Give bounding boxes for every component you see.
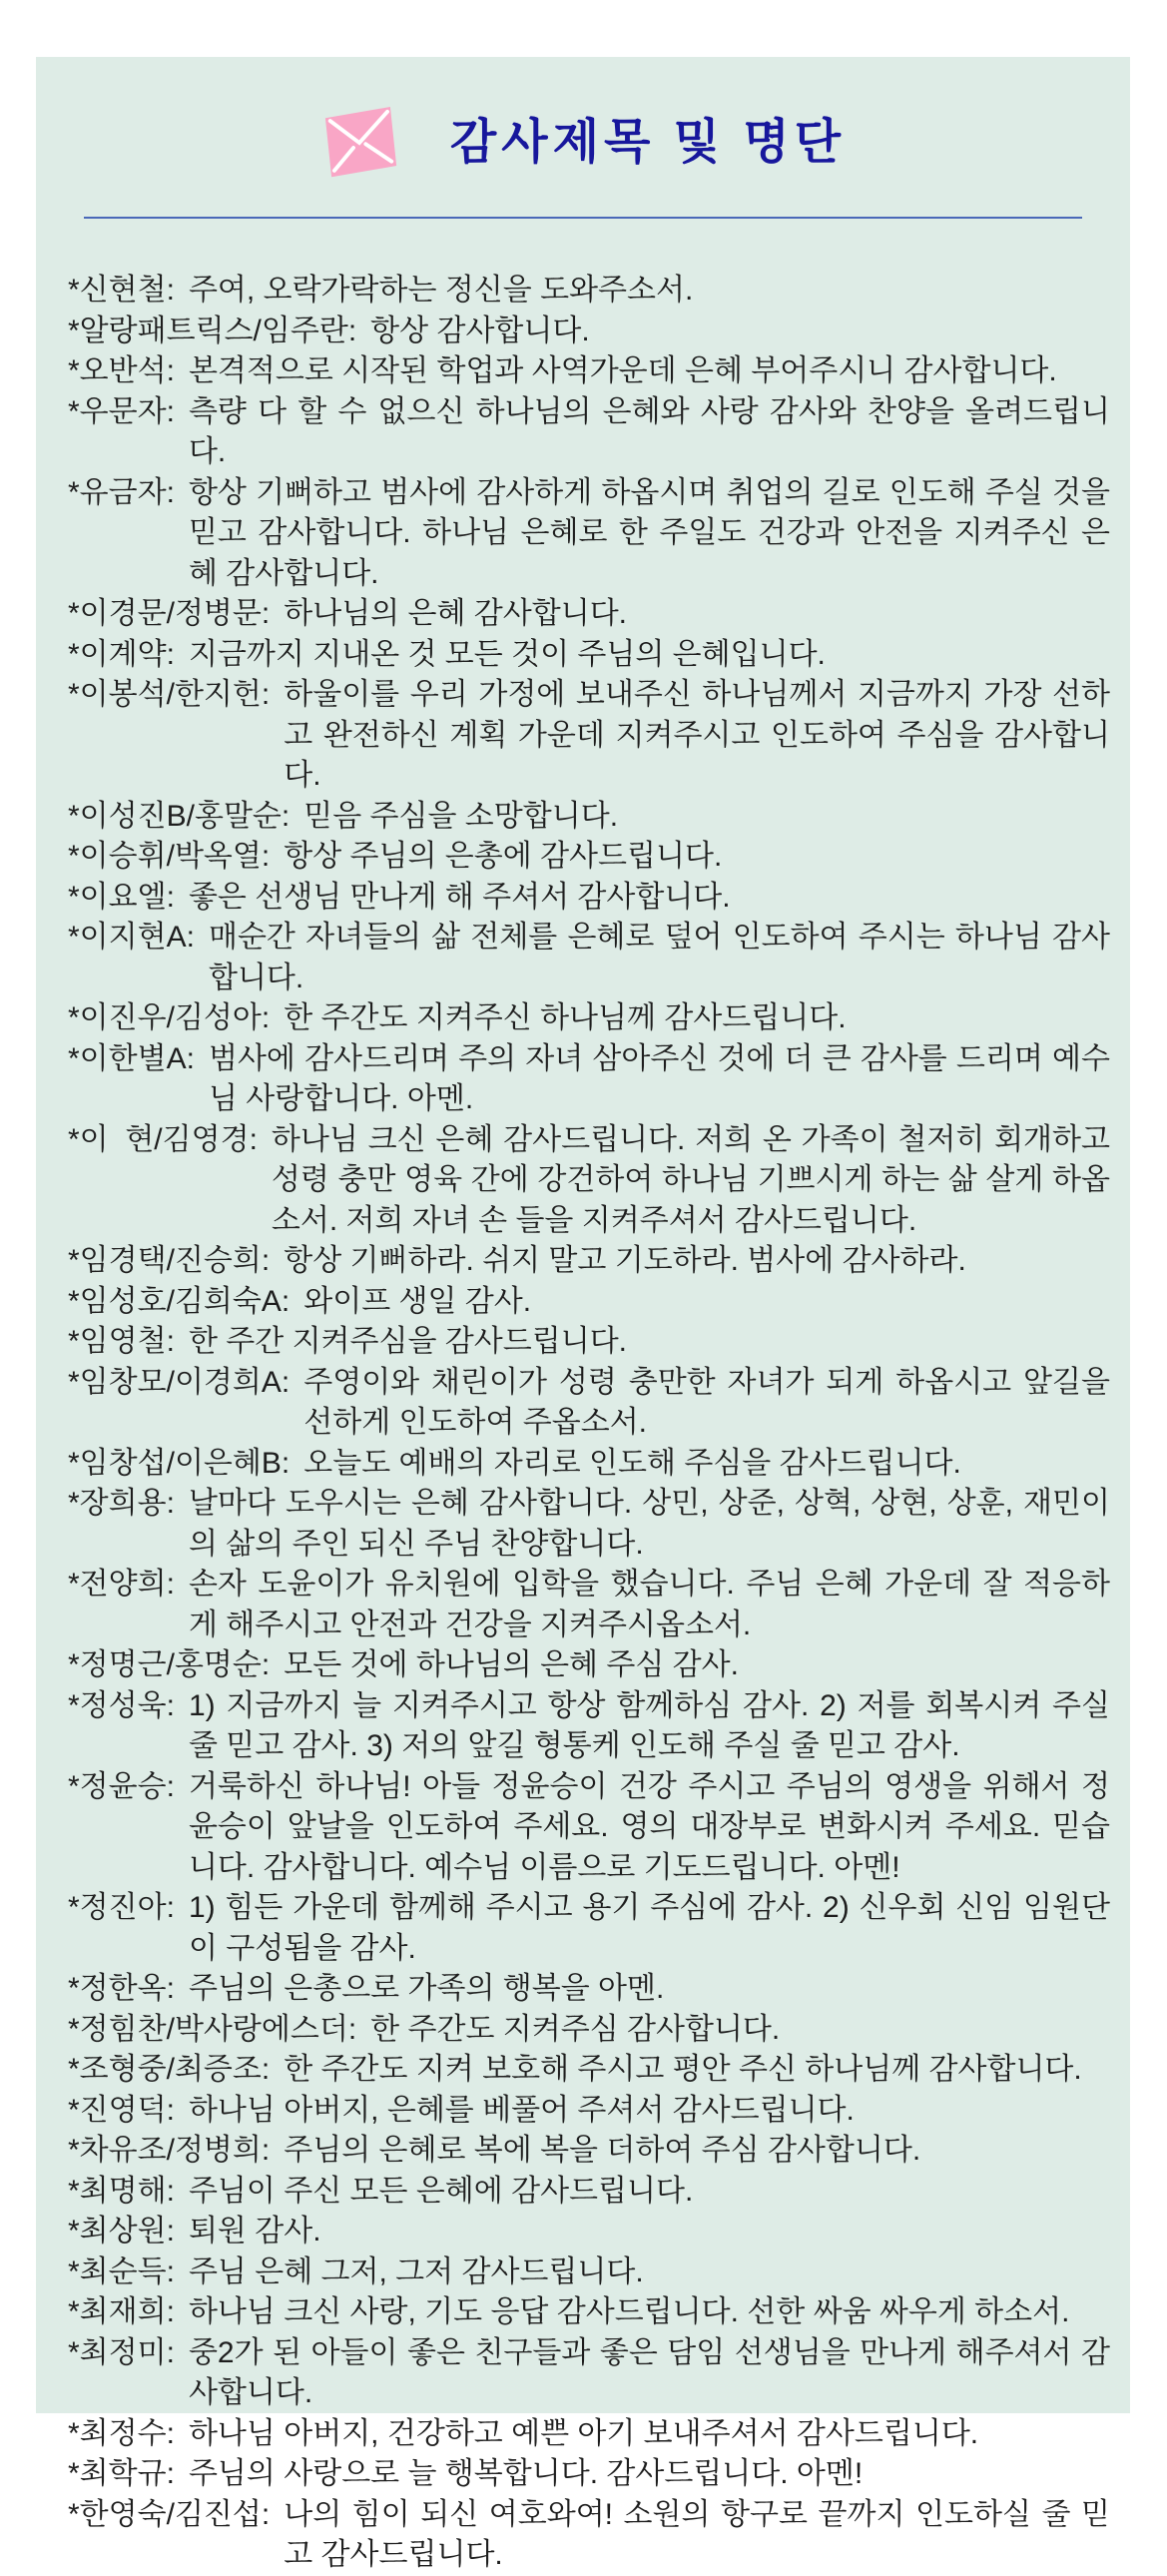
entry-name: *신현철: (68, 274, 175, 307)
entry-message: 와이프 생일 감사. (303, 1284, 532, 1318)
thanksgiving-entry (68, 1645, 1110, 1686)
entry-message: 좋은 선생님 만나게 해 주셔서 감사합니다. (188, 880, 731, 914)
entry-name: *정힘찬/박사랑에스더: (68, 2012, 357, 2046)
thanksgiving-entry (68, 1282, 1110, 1323)
entry-name: *임경택/진승희: (68, 1244, 271, 1277)
entry-message: 오늘도 예배의 자리로 인도해 주심을 감사드립니다. (303, 1446, 961, 1480)
entry-message: 본격적으로 시작된 학업과 사역가운데 은혜 부어주시니 감사합니다. (188, 354, 1057, 387)
entry-name: *이봉석/한지헌: (68, 678, 271, 711)
thanksgiving-entry (68, 918, 1110, 998)
header (36, 57, 1130, 191)
entry-message: 주님이 주신 모든 은혜에 감사드립니다. (188, 2174, 694, 2208)
entry-message: 한 주간도 지켜 보호해 주시고 평안 주신 하나님께 감사합니다. (284, 2053, 1082, 2086)
entry-message: 매순간 자녀들의 삶 전체를 은혜로 덮어 인도하여 주시는 하나님 감사합니다. (208, 921, 1110, 994)
thanksgiving-entry (68, 2091, 1110, 2132)
entry-message: 하나님 아버지, 은혜를 베풀어 주셔서 감사드립니다. (188, 2093, 855, 2127)
thanksgiving-entry (68, 1363, 1110, 1444)
entry-name: *이경문/정병문: (68, 597, 271, 630)
entry-name: *조형중/최증조: (68, 2053, 271, 2086)
thanksgiving-panel (36, 57, 1130, 2571)
thanksgiving-entry (68, 312, 1110, 352)
entry-message: 하나님 크신 사랑, 기도 응답 감사드립니다. 선한 싸움 싸우게 하소서. (188, 2295, 1070, 2328)
entry-message: 주님의 은혜로 복에 복을 더하여 주심 감사합니다. (284, 2134, 921, 2167)
entry-name: *이진우/김성아: (68, 1001, 271, 1034)
entry-message: 주님의 사랑으로 늘 행복합니다. 감사드립니다. 아멘! (188, 2457, 864, 2490)
thanksgiving-entry (68, 1444, 1110, 1485)
entry-name: *최재희: (68, 2295, 175, 2328)
thanksgiving-entry (68, 2010, 1110, 2051)
entry-message: 측량 다 할 수 없으신 하나님의 은혜와 사랑 감사와 찬양을 올려드립니다. (188, 394, 1110, 468)
entry-name: *장희용: (68, 1487, 175, 1520)
entry-message: 하나님의 은혜 감사합니다. (284, 597, 628, 630)
entry-name: *임창모/이경희A: (68, 1365, 291, 1399)
entry-name: *최상원: (68, 2215, 175, 2248)
thanksgiving-entry (68, 1120, 1110, 1242)
thanksgiving-entry (68, 2050, 1110, 2091)
entry-message: 퇴원 감사. (188, 2215, 321, 2248)
thanksgiving-entry (68, 1322, 1110, 1363)
entry-name: *이승휘/박옥열: (68, 840, 271, 873)
entry-name: *이 현/김영경: (68, 1122, 258, 1156)
thanksgiving-entry (68, 1767, 1110, 1889)
entry-message: 한 주간 지켜주심을 감사드립니다. (188, 1325, 628, 1358)
entry-name: *우문자: (68, 394, 175, 428)
entry-message: 손자 도윤이가 유치원에 입학을 했습니다. 주님 은혜 가운데 잘 적응하게 해주시고 안전과 건강을 지켜주시옵소서. (188, 1568, 1110, 1641)
entry-name: *임창섭/이은혜B: (68, 1446, 291, 1480)
thanksgiving-entry (68, 2454, 1110, 2495)
thanksgiving-entry (68, 675, 1110, 797)
entry-name: *최정수: (68, 2416, 175, 2450)
entry-name: *최학규: (68, 2457, 175, 2490)
entry-name: *이지현A: (68, 921, 195, 954)
thanksgiving-entry (68, 1484, 1110, 1565)
thanksgiving-entry (68, 1888, 1110, 1969)
thanksgiving-entry (68, 2495, 1110, 2576)
entry-message: 주님의 은총으로 가족의 행복을 아멘. (188, 1972, 665, 2005)
entry-name: *이계약: (68, 637, 175, 671)
entry-name: *최명해: (68, 2174, 175, 2208)
thanksgiving-entry (68, 2253, 1110, 2293)
entry-name: *오반석: (68, 354, 175, 387)
entry-message: 중2가 된 아들이 좋은 친구들과 좋은 담임 선생님을 만나게 해주셔서 감사합니다. (188, 2335, 1110, 2409)
entry-message: 모든 것에 하나님의 은혜 주심 감사. (284, 1648, 739, 1681)
entry-name: *임영철: (68, 1325, 175, 1358)
entry-message: 항상 기뻐하고 범사에 감사하게 하옵시며 취업의 길로 인도해 주실 것을 믿고 감사합니다. 하나님 은혜로 한 주일도 건강과 안전을 지켜주신 은혜 감사합니다. (188, 475, 1110, 590)
entry-message: 날마다 도우시는 은혜 감사합니다. 상민, 상준, 상혁, 상현, 상훈, 재민이의 삶의 주인 되신 주님 찬양합니다. (188, 1487, 1110, 1561)
thanksgiving-entry (68, 2292, 1110, 2333)
entry-name: *임성호/김희숙A: (68, 1284, 291, 1318)
entry-message: 하나님 아버지, 건강하고 예쁜 아기 보내주셔서 감사드립니다. (188, 2416, 979, 2450)
entry-name: *이성진B/홍말순: (68, 799, 291, 833)
thanksgiving-entry (68, 473, 1110, 595)
entry-message: 항상 기뻐하라. 쉬지 말고 기도하라. 범사에 감사하라. (284, 1244, 966, 1277)
thanksgiving-entry (68, 2414, 1110, 2455)
entry-message: 하울이를 우리 가정에 보내주신 하나님께서 지금까지 가장 선하고 완전하신 계획 가운데 지켜주시고 인도하여 주심을 감사합니다. (284, 678, 1110, 792)
thanksgiving-entry (68, 2172, 1110, 2213)
entry-message: 믿음 주심을 소망합니다. (303, 799, 619, 833)
entry-message: 한 주간도 지켜주신 하나님께 감사드립니다. (284, 1001, 847, 1034)
entries (36, 219, 1130, 2576)
thanksgiving-entry (68, 1241, 1110, 1282)
thanksgiving-entry (68, 2333, 1110, 2414)
thanksgiving-entry (68, 2212, 1110, 2253)
thanksgiving-entry (68, 594, 1110, 635)
thanksgiving-entry (68, 1565, 1110, 1645)
entry-message: 주님 은혜 그저, 그저 감사드립니다. (188, 2254, 644, 2288)
entry-name: *정성욱: (68, 1688, 175, 1722)
thanksgiving-entry (68, 837, 1110, 878)
entry-name: *이한별A: (68, 1041, 195, 1075)
thanksgiving-entry (68, 797, 1110, 838)
entry-name: *최정미: (68, 2335, 175, 2369)
entry-message: 주여, 오락가락하는 정신을 도와주소서. (188, 274, 694, 307)
entry-message: 한 주간도 지켜주심 감사합니다. (370, 2012, 781, 2046)
thanksgiving-entry (68, 2131, 1110, 2172)
thanksgiving-entry (68, 635, 1110, 676)
entry-message: 범사에 감사드리며 주의 자녀 삼아주신 것에 더 큰 감사를 드리며 예수님 사랑합니다. 아멘. (208, 1041, 1110, 1115)
thanksgiving-entry (68, 271, 1110, 312)
entry-message: 거룩하신 하나님! 아들 정윤승이 건강 주시고 주님의 영생을 위해서 정윤승이 앞날을 인도하여 주세요. 영의 대장부로 변화시켜 주세요. 믿습니다. 감사합니다. 예수님 이름으로 기도드립니다. 아멘! (188, 1769, 1110, 1884)
entry-message: 1) 지금까지 늘 지켜주시고 항상 함께하심 감사. 2) 저를 회복시켜 주실 줄 믿고 감사. 3) 저의 앞길 형통케 인도해 주실 줄 믿고 감사. (188, 1688, 1110, 1762)
entry-message: 항상 감사합니다. (370, 314, 590, 347)
entry-name: *차유조/정병희: (68, 2134, 271, 2167)
page-title: 감사제목 및 명단 (449, 116, 847, 169)
entry-name: *정명근/홍명순: (68, 1648, 271, 1681)
entry-name: *진영덕: (68, 2093, 175, 2127)
entry-message: 나의 힘이 되신 여호와여! 소원의 항구로 끝까지 인도하실 줄 믿고 감사드립니다. (284, 2497, 1110, 2571)
entry-name: *이요엘: (68, 880, 175, 914)
thanksgiving-entry (68, 351, 1110, 392)
entry-message: 1) 힘든 가운데 함께해 주시고 용기 주심에 감사. 2) 신우회 신임 임원단이 구성됨을 감사. (188, 1891, 1110, 1965)
entry-name: *정진아: (68, 1891, 175, 1924)
thanksgiving-entry (68, 1969, 1110, 2010)
thanksgiving-entry (68, 878, 1110, 919)
thanksgiving-entry (68, 1039, 1110, 1120)
entry-name: *알랑패트릭스/임주란: (68, 314, 357, 347)
entry-message: 하나님 크신 은혜 감사드립니다. 저희 온 가족이 철저히 회개하고 성령 충만 영육 간에 강건하여 하나님 기쁘시게 하는 삶 살게 하옵소서. 저희 자녀 손 들을 지켜주셔서 감사드립니다. (271, 1122, 1110, 1237)
entry-name: *전양희: (68, 1568, 175, 1601)
entry-name: *한영숙/김진섭: (68, 2497, 271, 2531)
thanksgiving-entry (68, 998, 1110, 1039)
thanksgiving-entry (68, 1686, 1110, 1767)
entry-name: *정한옥: (68, 1972, 175, 2005)
envelope-icon (318, 97, 400, 189)
thanksgiving-entry (68, 392, 1110, 473)
entry-name: *정윤승: (68, 1769, 175, 1803)
entry-message: 항상 주님의 은총에 감사드립니다. (284, 840, 723, 873)
entry-message: 지금까지 지내온 것 모든 것이 주님의 은혜입니다. (188, 637, 826, 671)
entry-name: *유금자: (68, 475, 175, 509)
entry-name: *최순득: (68, 2254, 175, 2288)
entry-message: 주영이와 채린이가 성령 충만한 자녀가 되게 하옵시고 앞길을 선하게 인도하여 주옵소서. (303, 1365, 1110, 1439)
